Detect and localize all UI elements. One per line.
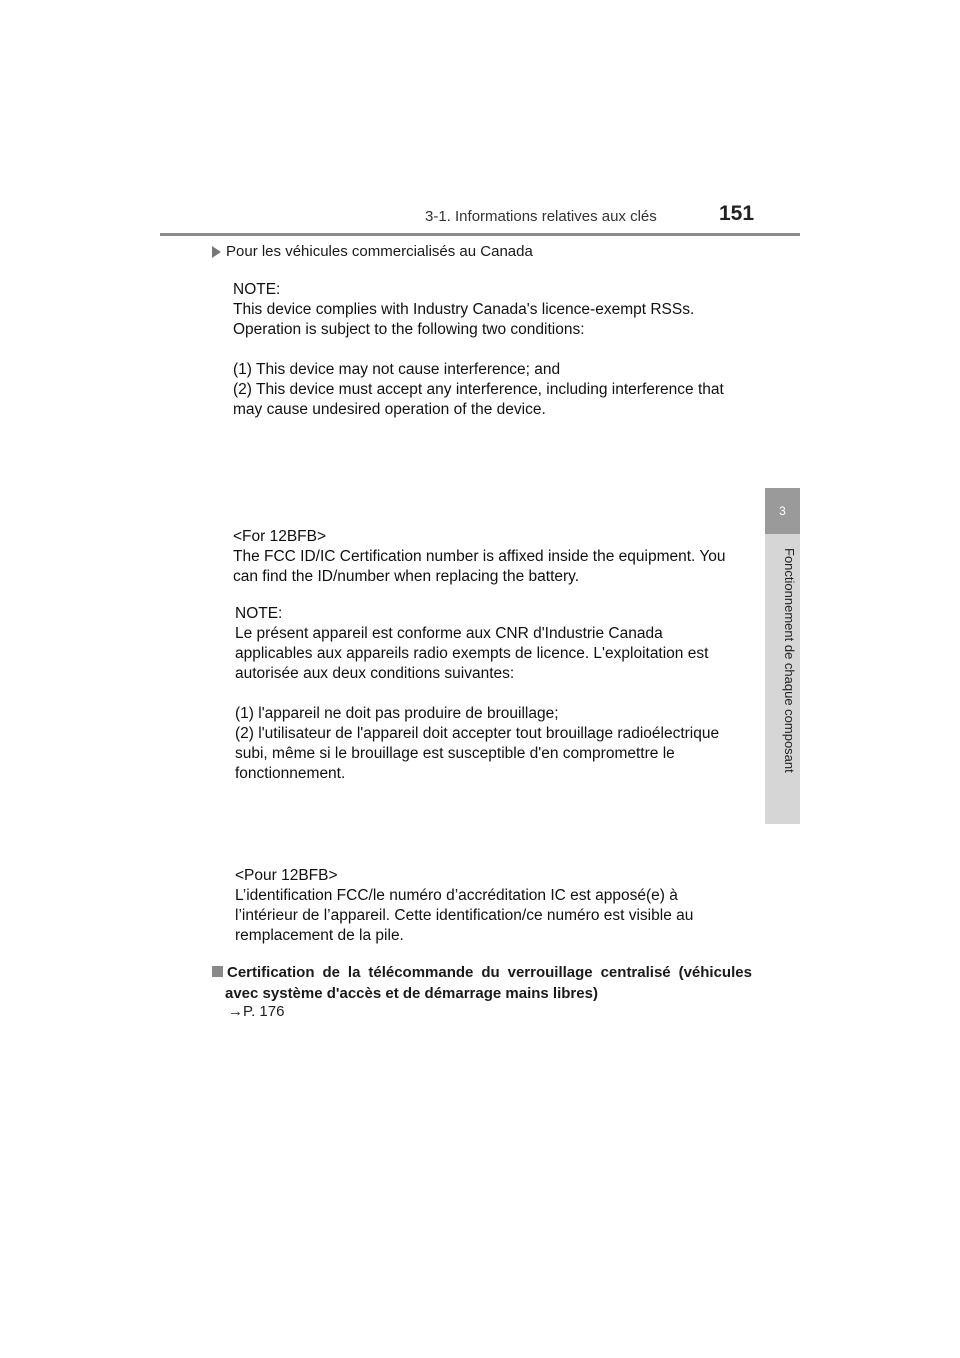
triangle-bullet-icon [212,246,221,258]
intro-text: Pour les véhicules commercialisés au Canada [226,243,533,260]
note-line: (1) l'appareil ne doit pas produire de brouillage; [235,705,559,722]
note-line: may cause undesired operation of the device. [233,401,546,418]
for-line: can find the ID/number when replacing the battery. [233,568,580,585]
note-french [235,604,719,784]
heading-word: la [347,964,361,981]
note-line: applicables aux appareils radio exempts de licence. L'exploitation est [235,645,709,662]
for-line: remplacement de la pile. [235,927,404,944]
section-title: 3-1. Informations relatives aux clés [425,208,657,225]
certification-heading [212,962,752,1004]
chapter-title: Fonctionnement de chaque composant [782,548,797,773]
heading-word: de [322,964,340,981]
heading-word: centralisé [600,964,671,981]
note-line: NOTE: [233,281,281,298]
note-line: NOTE: [235,605,283,622]
note-line: Operation is subject to the following two conditions: [233,321,585,338]
note-line: autorisée aux deux conditions suivantes: [235,665,515,682]
heading-word: télécommande [368,964,474,981]
note-english [233,280,724,420]
chapter-number: 3 [779,504,786,518]
page-reference-link[interactable]: →P. 176 [228,1003,285,1020]
for-12bfb-french [235,866,693,946]
heading-word: (véhicules [678,964,752,981]
intro-line [212,243,533,260]
heading-word: du [481,964,500,981]
for-line: l’intérieur de l’appareil. Cette identification/ce numéro est visible au [235,907,694,924]
note-line: (2) This device must accept any interference, including interference that [233,381,724,398]
heading-word: Certification [212,962,315,983]
for-line: <Pour 12BFB> [235,867,338,884]
note-line: Le présent appareil est conforme aux CNR d'Industrie Canada [235,625,663,642]
for-12bfb-english [233,527,726,587]
heading-word: verrouillage [507,964,593,981]
note-line: This device complies with Industry Canada's licence-exempt RSSs. [233,301,695,318]
for-line: <For 12BFB> [233,528,327,545]
note-line: fonctionnement. [235,765,346,782]
for-line: The FCC ID/IC Certification number is affixed inside the equipment. You [233,548,726,565]
square-bullet-icon [212,966,223,977]
header-divider [160,233,800,236]
chapter-tab [765,488,800,534]
page-number: 151 [719,202,755,225]
note-line: subi, même si le brouillage est susceptible d'en compromettre le [235,745,675,762]
for-line: L’identification FCC/le numéro d’accréditation IC est apposé(e) à [235,887,678,904]
heading-line-2: avec système d'accès et de démarrage mains libres) [225,985,598,1002]
note-line: (1) This device may not cause interference; and [233,361,561,378]
note-line: (2) l'utilisateur de l'appareil doit accepter tout brouillage radioélectrique [235,725,720,742]
